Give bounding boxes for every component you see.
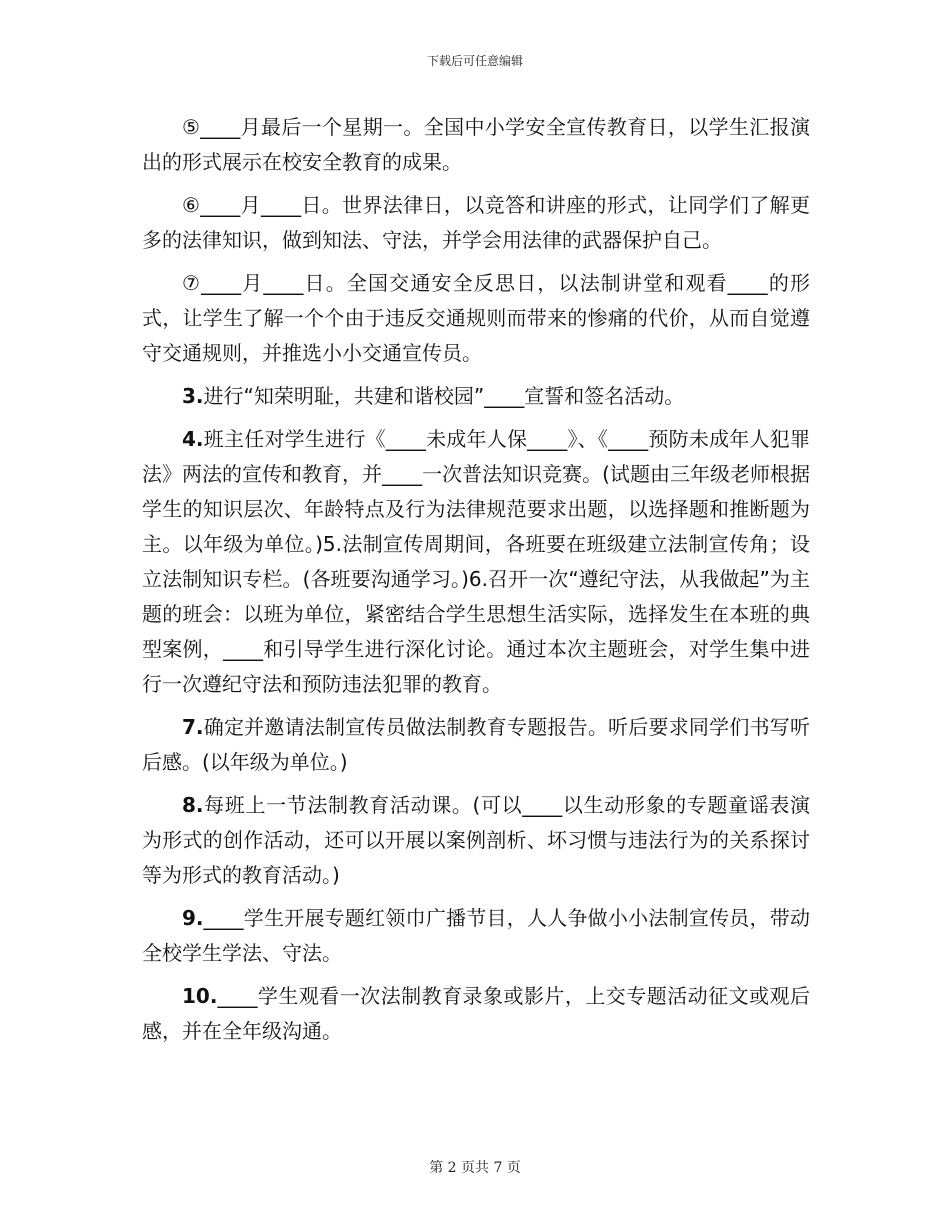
item-number: 7. <box>182 715 204 739</box>
paragraph-text: ⑦____月____日。全国交通安全反思日，以法制讲堂和观看____的形式，让学生了解一个个由于违反交通规则而带来的惨痛的代价，从而自觉遵守交通规则，并推选小小交通宣传员。 <box>142 271 810 365</box>
item-number: 8. <box>182 793 204 817</box>
page-footer: 第 2 页共 7 页 <box>429 1160 521 1176</box>
paragraph-text: ⑥____月____日。世界法律日，以竞答和讲座的形式，让同学们了解更多的法律知识，做到知法、守法，并学会用法律的武器保护自己。 <box>142 193 810 252</box>
paragraph <box>142 788 810 893</box>
paragraph <box>142 901 810 971</box>
page-header: 下载后可任意编辑 <box>426 54 523 68</box>
paragraph <box>142 422 810 702</box>
paragraph <box>142 188 810 258</box>
paragraph <box>142 266 810 371</box>
item-number: 4. <box>182 427 204 451</box>
item-number: 3. <box>182 384 204 408</box>
paragraph-text: ⑤____月最后一个星期一。全国中小学安全宣传教育日，以学生汇报演出的形式展示在校安全教育的成果。 <box>142 115 810 174</box>
paragraph <box>142 979 810 1049</box>
paragraph-text: ____学生观看一次法制教育录象或影片，上交专题活动征文或观后感，并在全年级沟通。 <box>142 984 810 1043</box>
paragraph-text: ____学生开展专题红领巾广播节目，人人争做小小法制宣传员，带动全校学生学法、守法。 <box>142 906 810 965</box>
document-body <box>142 110 810 1057</box>
paragraph-text: 班主任对学生进行《____未成年人保____》、《____预防未成年人犯罪法》两法的宣传和教育，并____一次普法知识竞赛。(试题由三年级老师根据学生的知识层次、年龄特点及行为法律规范要求出题，以选择题和推断题为主。以年级为单位。)5.法制宣传周期间，各班要在班级建立法制宣传角；设立法制知识专栏。(各班要沟通学习。)6.召开一次“遵纪守法，从我做起”为主题的班会：以班为单位，紧密结合学生思想生活实际，选择发生在本班的典型案例，____和引导学生进行深化讨论。通过本次主题班会，对学生集中进行一次遵纪守法和预防违法犯罪的教育。 <box>142 427 810 696</box>
paragraph <box>142 110 810 180</box>
item-number: 9. <box>182 906 204 930</box>
paragraph-text: 确定并邀请法制宣传员做法制教育专题报告。听后要求同学们书写听后感。(以年级为单位。) <box>142 715 810 774</box>
paragraph-text: 每班上一节法制教育活动课。(可以____以生动形象的专题童谣表演为形式的创作活动，还可以开展以案例剖析、坏习惯与违法行为的关系探讨等为形式的教育活动。) <box>142 793 810 887</box>
item-number: 10. <box>182 984 218 1008</box>
paragraph <box>142 379 810 414</box>
paragraph-text: 进行“知荣明耻，共建和谐校园”____宣誓和签名活动。 <box>203 384 685 408</box>
paragraph <box>142 710 810 780</box>
